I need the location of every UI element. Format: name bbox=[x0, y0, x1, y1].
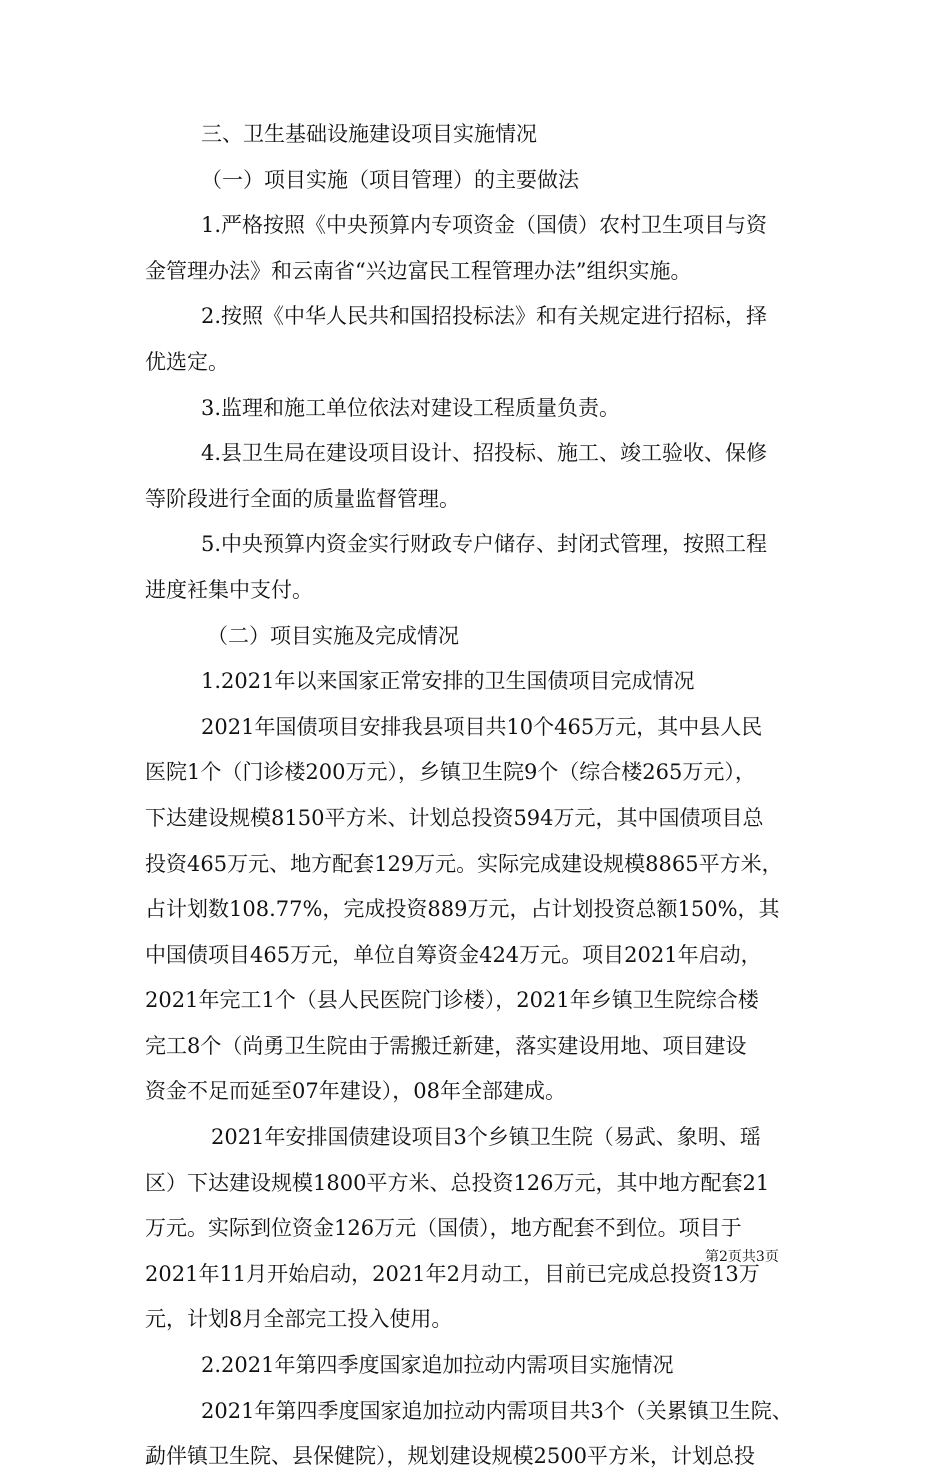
paragraph-line: 5.中央预算内资金实行财政专户储存、封闭式管理，按照工程 bbox=[201, 532, 768, 557]
paragraph-line: 万元。实际到位资金126万元（国债），地方配套不到位。项目于 bbox=[145, 1216, 742, 1241]
paragraph-line: 4.县卫生局在建设项目设计、招投标、施工、竣工验收、保修 bbox=[201, 441, 768, 466]
paragraph-line: 2021年第四季度国家追加拉动内需项目共3个（关累镇卫生院、 bbox=[201, 1398, 793, 1423]
paragraph-line: 勐伴镇卫生院、县保健院），规划建设规模2500平方米，计划总投 bbox=[145, 1444, 755, 1469]
paragraph-line: 金管理办法》和云南省“兴边富民工程管理办法”组织实施。 bbox=[145, 258, 692, 283]
page-number: 第2页共3页 bbox=[705, 1249, 779, 1265]
paragraph-line: 进度衽集中支付。 bbox=[145, 577, 313, 602]
paragraph-line: 2.按照《中华人民共和国招投标法》和有关规定进行招标，择 bbox=[201, 304, 768, 329]
paragraph-line: 1.2021年以来国家正常安排的卫生国债项目完成情况 bbox=[201, 669, 695, 694]
paragraph-line: 2.2021年第四季度国家追加拉动内需项目实施情况 bbox=[201, 1353, 674, 1378]
paragraph-line: 2021年完工1个（县人民医院门诊楼），2021年乡镇卫生院综合楼 bbox=[145, 988, 759, 1013]
paragraph-line: 2021年安排国债建设项目3个乡镇卫生院（易武、象明、瑶 bbox=[211, 1125, 761, 1150]
paragraph-line: 1.严格按照《中央预算内专项资金（国债）农村卫生项目与资 bbox=[201, 213, 768, 238]
paragraph-line: 3.监理和施工单位依法对建设工程质量负责。 bbox=[201, 395, 621, 420]
paragraph-line: 完工8个（尚勇卫生院由于需搬迁新建，落实建设用地、项目建设 bbox=[145, 1033, 747, 1058]
paragraph-line: 2021年国债项目安排我县项目共10个465万元，其中县人民 bbox=[201, 714, 763, 739]
paragraph-line: 元，计划8月全部完工投入使用。 bbox=[145, 1307, 453, 1332]
paragraph-line: 优选定。 bbox=[145, 349, 229, 374]
paragraph-line: 投资465万元、地方配套129万元。实际完成建设规模8865平方米， bbox=[145, 851, 783, 876]
paragraph-line: 占计划数108.77%，完成投资889万元，占计划投资总额150%，其 bbox=[145, 897, 780, 922]
paragraph-line: 2021年11月开始启动，2021年2月动工，目前已完成总投资13万 bbox=[145, 1261, 760, 1286]
paragraph-line: 医院1个（门诊楼200万元），乡镇卫生院9个（综合楼265万元）， bbox=[145, 760, 756, 785]
paragraph-line: 下达建设规模8150平方米、计划总投资594万元，其中国债项目总 bbox=[145, 805, 764, 830]
document-body bbox=[145, 112, 815, 1480]
paragraph-line: 等阶段进行全面的质量监督管理。 bbox=[145, 486, 460, 511]
subsection-heading: （二）项目实施及完成情况 bbox=[207, 623, 459, 648]
paragraph-line: 中国债项目465万元，单位自筹资金424万元。项目2021年启动， bbox=[145, 942, 762, 967]
paragraph-line: 资金不足而延至07年建设），08年全部建成。 bbox=[145, 1079, 566, 1104]
subsection-heading: （一）项目实施（项目管理）的主要做法 bbox=[201, 167, 579, 192]
paragraph-line: 区）下达建设规模1800平方米、总投资126万元，其中地方配套21 bbox=[145, 1170, 770, 1195]
section-heading: 三、卫生基础设施建设项目实施情况 bbox=[201, 122, 537, 146]
